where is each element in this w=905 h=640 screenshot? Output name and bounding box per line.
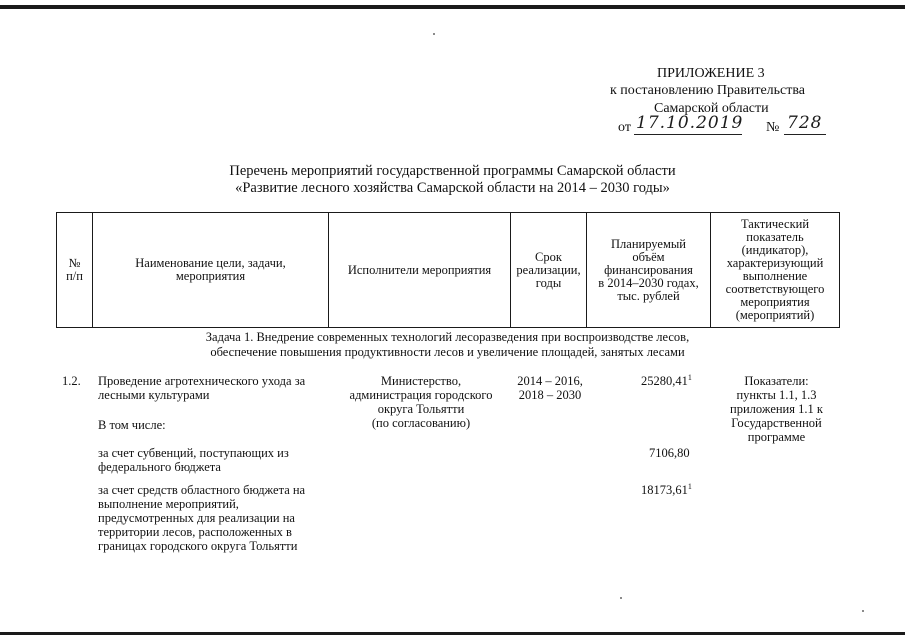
date-prefix: от: [618, 120, 631, 135]
header-text: годы: [535, 275, 562, 290]
header-text: в 2014–2030 годах,: [598, 275, 699, 290]
task-line1: Задача 1. Внедрение современных технологий лесоразведения при воспроизводстве лесов,: [205, 330, 690, 344]
header-text: выполнение: [742, 269, 808, 283]
task-line2: обеспечение повышения продуктивности лесов и увеличение площадей, занятых лесами: [210, 345, 685, 359]
sub2-name-line: границах городского округа Тольятти: [98, 539, 298, 553]
row-total: [641, 374, 692, 388]
date-underline: [634, 134, 742, 135]
executors-line: Министерство,: [380, 374, 462, 388]
executors-line: администрация городского: [349, 388, 493, 402]
row-name-line: лесными культурами: [98, 388, 210, 402]
header-text: п/п: [66, 269, 83, 283]
sub2-name-line: за счет средств областного бюджета на: [98, 483, 306, 497]
row-name: [98, 374, 330, 402]
executors-line: (по согласованию): [371, 416, 471, 430]
row-indicator: [712, 374, 841, 444]
document-title-line1: Перечень мероприятий государственной программы Самарской области: [229, 163, 676, 179]
handwritten-date: 17.10.2019: [636, 113, 744, 133]
header-text: (мероприятий): [735, 308, 815, 322]
header-text: показатель: [746, 230, 804, 244]
sub2-name-line: территории лесов, расположенных в: [98, 525, 292, 539]
header-text: финансирования: [604, 262, 693, 277]
number-prefix: №: [766, 120, 780, 135]
appendix-line1: к постановлению Правительства: [610, 83, 806, 98]
header-col-indicator: [711, 213, 840, 328]
row-number: 1.2.: [62, 374, 81, 388]
sub2-name-line: предусмотренных для реализации на: [98, 511, 295, 525]
indicator-line: программе: [747, 430, 806, 444]
header-col-number: [57, 213, 93, 328]
appendix-line2: Самарской области: [654, 101, 769, 116]
header-col-term: [511, 213, 587, 328]
sub1-name: [98, 446, 330, 474]
total-footnote-mark: 1: [687, 372, 692, 382]
handwritten-number: 728: [787, 113, 823, 133]
row-including: В том числе:: [98, 418, 166, 432]
scan-speck: [620, 597, 622, 599]
indicator-line: приложения 1.1 к: [730, 402, 823, 416]
header-col-executors: [329, 213, 511, 328]
row-term: [513, 374, 587, 402]
sub2-name: [98, 483, 334, 553]
sub2-name-line: выполнение мероприятий,: [98, 497, 239, 511]
executors-line: округа Тольятти: [377, 402, 465, 416]
scan-top-border: [0, 5, 905, 9]
header-text: Исполнители мероприятия: [347, 262, 492, 277]
indicator-line: Государственной: [731, 416, 822, 430]
sub2-value-cell: [641, 483, 692, 497]
header-text: объём: [632, 249, 665, 264]
sub1-name-line: за счет субвенций, поступающих из: [98, 446, 289, 460]
header-text: (индикатор),: [741, 243, 809, 257]
total-value: 25280,41: [641, 374, 688, 388]
sub1-name-line: федерального бюджета: [98, 460, 221, 474]
header-col-funding: [587, 213, 711, 328]
appendix-heading: ПРИЛОЖЕНИЕ 3: [657, 66, 765, 81]
header-text: соответствующего: [725, 282, 825, 296]
sub1-value: 7106,80: [649, 446, 690, 460]
header-text: мероприятия: [740, 295, 810, 309]
scan-bottom-border: [0, 632, 905, 635]
scan-speck: [862, 610, 864, 612]
indicator-line: пункты 1.1, 1.3: [736, 388, 817, 402]
header-text: мероприятия: [175, 269, 246, 283]
header-text: характеризующий: [726, 256, 824, 270]
header-text: реализации,: [516, 262, 581, 277]
header-text: Тактический: [740, 217, 810, 231]
header-text: Наименование цели, задачи,: [135, 256, 286, 270]
header-text: Планируемый: [611, 236, 686, 251]
header-text: тыс. рублей: [617, 288, 680, 303]
sub2-value: 18173,61: [641, 483, 688, 497]
term-line: 2014 – 2016,: [517, 374, 583, 388]
header-col-name: [93, 213, 329, 328]
number-underline: [784, 134, 826, 135]
row-executors: [331, 374, 511, 430]
indicator-line: Показатели:: [744, 374, 809, 388]
term-line: 2018 – 2030: [518, 388, 582, 402]
document-title-line2: «Развитие лесного хозяйства Самарской области на 2014 – 2030 годы»: [235, 180, 670, 196]
table-header: [56, 212, 840, 328]
header-text: №: [68, 256, 81, 270]
sub2-footnote-mark: 1: [687, 481, 692, 491]
header-text: Срок: [535, 249, 562, 264]
row-name-line: Проведение агротехнического ухода за: [98, 374, 306, 388]
scan-speck: [433, 33, 435, 35]
